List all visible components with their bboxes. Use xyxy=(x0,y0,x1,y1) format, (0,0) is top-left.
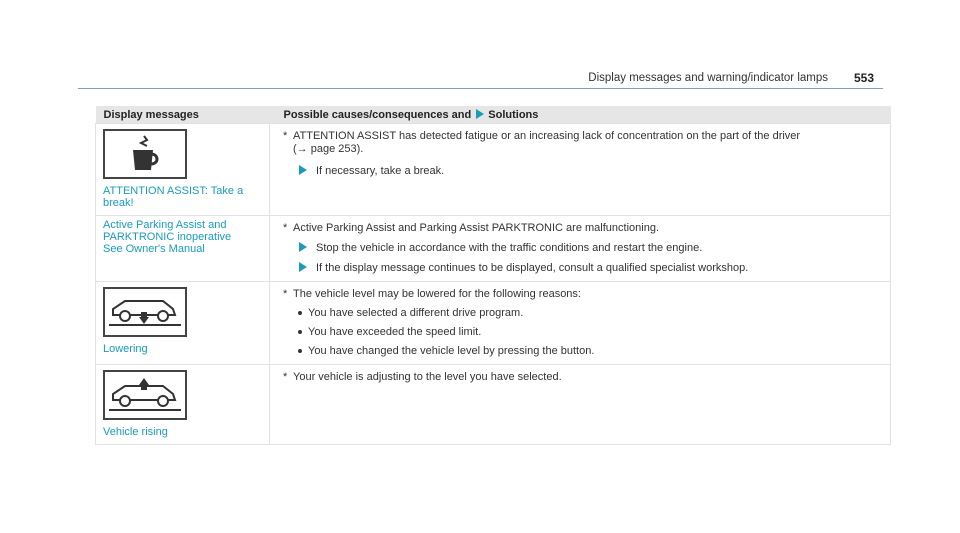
message-parking-line1: Active Parking Assist and xyxy=(103,219,227,231)
solution-step: Stop the vehicle in accordance with the traffic conditions and restart the engine. xyxy=(316,242,703,254)
cause-text: The vehicle level may be lowered for the following reasons: xyxy=(293,288,581,300)
footnote-marker: * xyxy=(283,288,288,300)
table-row xyxy=(96,282,891,365)
col-header-display-messages: Display messages xyxy=(96,106,270,124)
cause-text: Your vehicle is adjusting to the level you have selected. xyxy=(293,371,562,383)
footnote-marker: * xyxy=(283,222,288,234)
arrow-right-icon xyxy=(476,109,484,119)
display-messages-table xyxy=(95,106,891,445)
cause-cell xyxy=(270,365,891,445)
step-arrow-icon xyxy=(299,242,307,252)
message-cell xyxy=(96,124,270,216)
cause-cell xyxy=(270,282,891,365)
vehicle-rising-icon xyxy=(103,370,187,420)
vehicle-lowering-icon xyxy=(103,287,187,337)
list-item: You have exceeded the speed limit. xyxy=(283,326,882,339)
col-header-causes-text: Possible causes/consequences and xyxy=(283,108,472,121)
table-row xyxy=(96,216,891,282)
footnote-marker: * xyxy=(283,371,288,383)
footnote-marker: * xyxy=(283,130,288,142)
cause-cell xyxy=(270,216,891,282)
message-cell xyxy=(96,216,270,282)
step-arrow-icon xyxy=(299,262,307,272)
solution-step: If the display message continues to be displayed, consult a qualified specialist workshop. xyxy=(316,262,749,274)
coffee-cup-icon xyxy=(103,129,187,179)
page-reference: (→ page 253). xyxy=(293,143,364,155)
message-attention-assist-line2: break! xyxy=(103,197,134,209)
cause-cell xyxy=(270,124,891,216)
page-number: 553 xyxy=(853,71,874,85)
message-cell xyxy=(96,365,270,445)
message-parking-line3: See Owner's Manual xyxy=(103,243,205,255)
message-parking-line2: PARKTRONIC inoperative xyxy=(103,231,232,243)
page-header-title: Display messages and warning/indicator lamps xyxy=(588,72,828,84)
col-header-solutions-text: Solutions xyxy=(488,108,539,121)
cause-text: Active Parking Assist and Parking Assist PARKTRONIC are malfunctioning. xyxy=(293,222,659,234)
message-attention-assist-line1: ATTENTION ASSIST: Take a xyxy=(103,185,244,197)
table-header-row xyxy=(96,106,891,124)
header-rule xyxy=(78,88,883,89)
step-arrow-icon xyxy=(299,165,307,175)
list-item: You have changed the vehicle level by pressing the button. xyxy=(283,345,882,358)
table-row xyxy=(96,365,891,445)
message-vehicle-rising: Vehicle rising xyxy=(103,426,168,438)
table-row xyxy=(96,124,891,216)
col-header-causes xyxy=(270,106,891,124)
message-lowering: Lowering xyxy=(103,343,148,355)
cause-text: ATTENTION ASSIST has detected fatigue or an increasing lack of concentration on the part of the driver xyxy=(293,130,801,142)
solution-step: If necessary, take a break. xyxy=(316,165,445,177)
list-item: You have selected a different drive program. xyxy=(283,307,882,320)
message-cell xyxy=(96,282,270,365)
